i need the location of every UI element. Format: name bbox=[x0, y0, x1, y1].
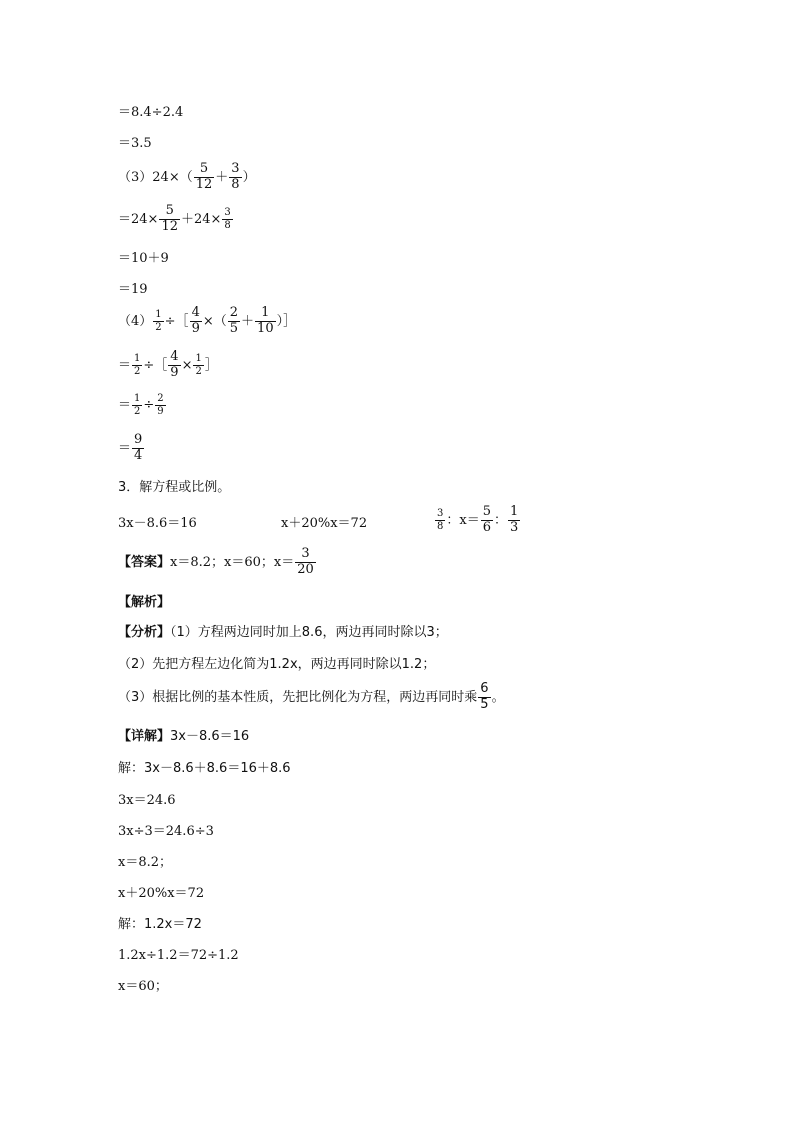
solution-line: 3x÷3＝24.6÷3 bbox=[118, 824, 214, 839]
text: （4） bbox=[118, 313, 153, 329]
solution-line: x＝8.2； bbox=[118, 855, 173, 870]
fraction-3-8 bbox=[229, 162, 241, 193]
denominator: 4 bbox=[134, 447, 143, 463]
answer-line bbox=[118, 547, 317, 578]
denominator: 8 bbox=[231, 176, 240, 192]
numerator: 2 bbox=[157, 393, 164, 404]
denominator: 5 bbox=[480, 696, 489, 712]
solution-line: ＝8.4÷2.4 bbox=[118, 105, 184, 120]
fraction-1-2 bbox=[132, 393, 142, 417]
denominator: 12 bbox=[161, 218, 178, 234]
denominator: 2 bbox=[155, 321, 162, 333]
text: 3x－8.6＝16 bbox=[170, 729, 250, 744]
problem-3 bbox=[118, 162, 256, 193]
denominator: 8 bbox=[437, 520, 444, 532]
fraction-5-6 bbox=[481, 505, 493, 536]
text: ＝ bbox=[118, 440, 132, 456]
numerator: 6 bbox=[480, 681, 489, 696]
text: ＋ bbox=[241, 313, 255, 329]
numerator: 2 bbox=[229, 305, 239, 320]
denominator: 12 bbox=[195, 176, 213, 192]
numerator: 5 bbox=[159, 204, 180, 220]
fraction-5-12 bbox=[159, 204, 180, 235]
numerator: 3 bbox=[231, 161, 240, 176]
fraction-2-9 bbox=[155, 393, 165, 417]
fraction-1-2 bbox=[193, 353, 203, 377]
numerator: 1 bbox=[255, 306, 276, 322]
numerator: 9 bbox=[134, 432, 143, 447]
fraction-1-3 bbox=[508, 505, 520, 536]
question-title: 3．解方程或比例。 bbox=[118, 480, 231, 495]
fraction-1-2 bbox=[153, 309, 163, 333]
solution-line: ＝3.5 bbox=[118, 136, 152, 151]
denominator: 9 bbox=[191, 320, 200, 336]
fraction-3-8 bbox=[435, 508, 445, 532]
problem-4 bbox=[118, 306, 296, 337]
answer-label: 【答案】 bbox=[118, 554, 171, 570]
numerator: 5 bbox=[482, 504, 491, 519]
numerator: 1 bbox=[510, 504, 519, 519]
solution-line bbox=[118, 350, 218, 381]
numerator: 4 bbox=[170, 349, 179, 364]
fenxi-label: 【分析】 bbox=[118, 625, 171, 640]
denominator: 9 bbox=[157, 405, 164, 417]
analysis-line bbox=[118, 682, 505, 713]
fraction-4-9 bbox=[168, 350, 180, 381]
numerator: 3 bbox=[295, 547, 316, 563]
denominator: 6 bbox=[482, 519, 491, 535]
solution-line: ＝19 bbox=[118, 282, 148, 297]
denominator: 5 bbox=[229, 320, 239, 336]
text: ÷ bbox=[143, 397, 155, 413]
text: ） bbox=[242, 169, 256, 185]
numerator: 3 bbox=[224, 207, 231, 219]
text: ：x＝ bbox=[446, 512, 480, 528]
analysis-line bbox=[118, 626, 448, 639]
text: × bbox=[181, 357, 193, 373]
solution-line bbox=[118, 393, 167, 417]
fraction-5-12 bbox=[194, 162, 215, 193]
equation-2: x＋20%x＝72 bbox=[281, 516, 368, 531]
text: （1）方程两边同时加上8.6，两边再同时除以3； bbox=[170, 625, 448, 640]
analysis-line: （2）先把方程左边化简为1.2x，两边再同时除以1.2； bbox=[118, 657, 436, 672]
detail-label: 【详解】 bbox=[118, 729, 171, 744]
solution-line bbox=[118, 204, 234, 235]
text: ： bbox=[494, 512, 508, 528]
numerator: 3 bbox=[437, 508, 444, 520]
fraction-1-2 bbox=[132, 353, 142, 377]
answer-text: x＝8.2；x＝60；x＝ bbox=[170, 554, 295, 570]
denominator: 9 bbox=[170, 364, 179, 380]
denominator: 2 bbox=[195, 365, 202, 377]
fraction-3-8 bbox=[222, 207, 232, 231]
equation-3 bbox=[434, 505, 521, 536]
text: （3）根据比例的基本性质，先把比例化为方程，两边再同时乘 bbox=[118, 689, 478, 705]
fraction-2-5 bbox=[228, 306, 240, 337]
fraction-9-4 bbox=[132, 433, 144, 464]
text: ）］ bbox=[276, 313, 297, 329]
solution-line bbox=[118, 433, 145, 464]
fraction-1-10 bbox=[255, 306, 276, 337]
solution-line: x＋20%x＝72 bbox=[118, 886, 205, 901]
text: ×（ bbox=[202, 313, 227, 329]
text: （3）24×（ bbox=[118, 169, 193, 185]
numerator: 1 bbox=[195, 353, 202, 365]
fraction-3-20 bbox=[295, 547, 316, 578]
text: ＋ bbox=[215, 169, 229, 185]
denominator: 2 bbox=[134, 365, 141, 377]
fraction-6-5 bbox=[478, 682, 490, 713]
text: ÷［ bbox=[143, 357, 168, 373]
solution-line: 解：1.2x＝72 bbox=[118, 917, 202, 932]
text: ＝ bbox=[118, 397, 132, 413]
text: ＝ bbox=[118, 357, 132, 373]
denominator: 8 bbox=[224, 219, 231, 231]
text: ＋24× bbox=[180, 211, 222, 227]
denominator: 20 bbox=[297, 561, 314, 577]
solution-line: 解：3x－8.6＋8.6＝16＋8.6 bbox=[118, 761, 291, 776]
equation-1: 3x－8.6＝16 bbox=[118, 516, 197, 531]
text: ÷［ bbox=[164, 313, 189, 329]
text: 。 bbox=[491, 689, 505, 705]
detail-line bbox=[118, 730, 249, 743]
numerator: 4 bbox=[191, 305, 200, 320]
fraction-4-9 bbox=[190, 306, 202, 337]
numerator: 5 bbox=[194, 162, 215, 178]
solution-line: 3x＝24.6 bbox=[118, 793, 176, 808]
text: ］ bbox=[204, 357, 218, 373]
solution-line: x＝60； bbox=[118, 979, 168, 994]
numerator: 1 bbox=[134, 393, 141, 404]
analysis-label: 【解析】 bbox=[118, 595, 171, 610]
solution-line: 1.2x÷1.2＝72÷1.2 bbox=[118, 948, 239, 963]
denominator: 10 bbox=[257, 320, 274, 336]
denominator: 3 bbox=[510, 519, 519, 535]
text: ＝24× bbox=[118, 211, 159, 227]
numerator: 1 bbox=[134, 353, 141, 365]
solution-line: ＝10＋9 bbox=[118, 251, 169, 266]
numerator: 1 bbox=[155, 309, 162, 321]
denominator: 2 bbox=[134, 405, 141, 417]
